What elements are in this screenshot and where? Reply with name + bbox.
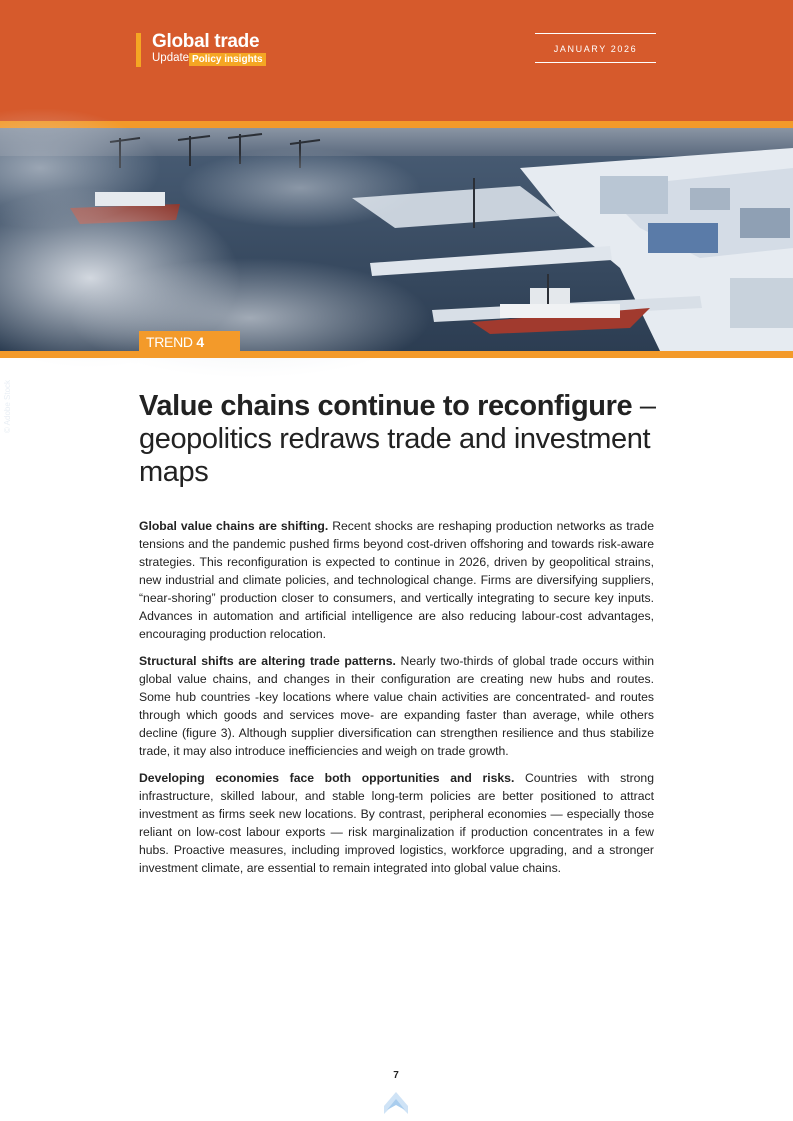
date-rule-top	[535, 33, 656, 34]
paragraph-text: Countries with strong infrastructure, skilled labour, and stable long-term policies are better positioned to attract investment as firms seek new locations. By contrast, peripheral economies — especially those reliant on low-cost labour exports — risk marginalization if production concentrates in a few hubs. Proactive measures, including improved logistics, workforce upgrading, and a stronger investment climate, are essential to remain integrated into global value chains.	[139, 771, 654, 875]
article-title-bold: Value chains continue to reconfigure	[139, 390, 633, 422]
page-header	[0, 0, 793, 121]
paragraph-text: Nearly two-thirds of global trade occurs within global value chains, and changes in their configuration are creating new hubs and routes. Some hub countries -key locations where value chain activities are concentrated- and routes through which goods and services move- are expanding faster than average, while others decline (figure 3). Although supplier diversification can strengthen resilience and thus stabilize trade, it may also introduce inefficiencies and weigh on trade growth.	[139, 654, 654, 758]
page-number: 7	[393, 1070, 399, 1081]
paragraph-lead: Structural shifts are altering trade patterns.	[139, 654, 396, 668]
article-title	[139, 390, 659, 489]
photo-credit: © Adobe Stock	[3, 379, 12, 433]
paragraph	[139, 769, 654, 877]
paragraph-lead: Global value chains are shifting.	[139, 519, 329, 533]
trend-number: 4	[196, 334, 204, 350]
paragraph-lead: Developing economies face both opportunities and risks.	[139, 771, 515, 785]
hero-accent-stripe	[0, 351, 793, 358]
brand-update-label: Update	[152, 52, 190, 64]
article-title-rest: – geopolitics redraws trade and investment maps	[139, 390, 656, 488]
trend-word: TREND	[146, 334, 193, 350]
paragraph-text: Recent shocks are reshaping production networks as trade tensions and the pandemic pushed firms beyond cost-driven offshoring and towards risk-aware strategies. This reconfiguration is expected to continue in 2026, driven by geopolitical strains, new industrial and climate policies, and technological change. Firms are diversifying suppliers, “near-shoring” production closer to consumers, and vertically integrating to secure key inputs. Advances in automation and artificial intelligence are also reducing labour-cost advantages, encouraging production relocation.	[139, 519, 654, 641]
date-rule-bottom	[535, 62, 656, 63]
policy-insights-badge: Policy insights	[189, 53, 266, 66]
brand-title: Global trade	[152, 31, 260, 52]
chevron-up-icon[interactable]	[383, 1090, 409, 1116]
article-body	[139, 517, 654, 886]
port-illustration	[0, 128, 793, 351]
brand-accent-bar	[136, 33, 141, 67]
paragraph	[139, 517, 654, 643]
issue-date: JANUARY 2026	[553, 44, 638, 54]
trend-label	[139, 331, 240, 352]
paragraph	[139, 652, 654, 760]
